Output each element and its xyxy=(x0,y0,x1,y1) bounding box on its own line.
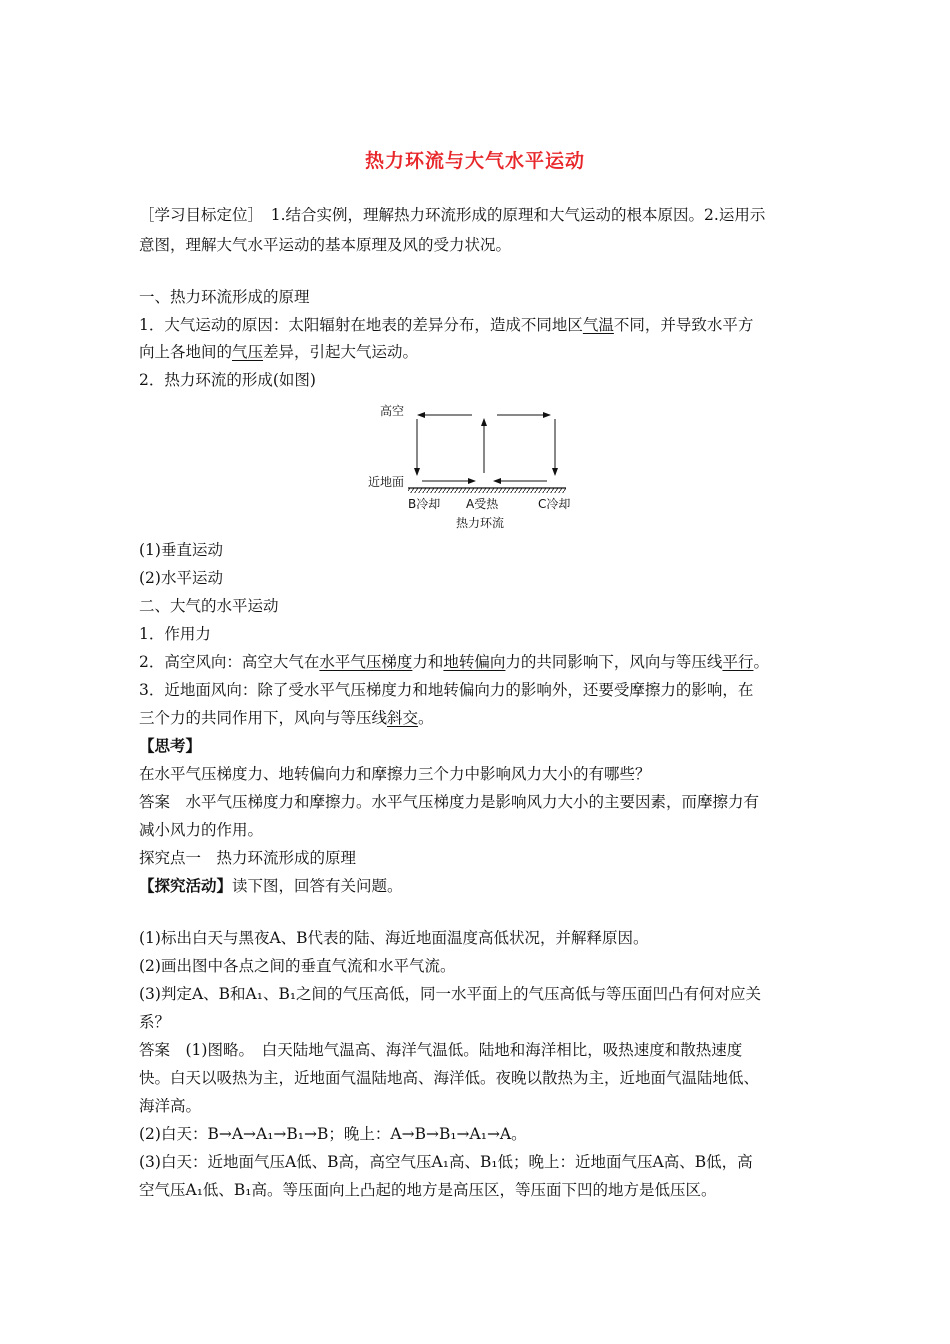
section2-para3-line1: 3．近地面风向：除了受水平气压梯度力和地转偏向力的影响外，还要受摩擦力的影响，在 xyxy=(139,681,754,699)
section1-para2: 2．热力环流的形成(如图) xyxy=(139,371,316,389)
section2-para3-line2: 三个力的共同作用下，风向与等压线斜交。 xyxy=(139,709,434,727)
answer-1-line3: 海洋高。 xyxy=(139,1097,202,1115)
answer-1-line1: 答案 (1)图略。 白天陆地气温高、海洋气温低。陆地和海洋相比，吸热速度和散热速度 xyxy=(139,1041,743,1059)
blank-pressure: 气压 xyxy=(232,343,264,361)
goal-line-1: ［学习目标定位］ 1.结合实例，理解热力环流形成的原理和大气运动的根本原因。2.运用示 xyxy=(139,206,766,224)
section2-heading: 二、大气的水平运动 xyxy=(139,597,279,615)
section2-para2: 2．高空风向：高空大气在水平气压梯度力和地转偏向力的共同影响下，风向与等压线平行。 xyxy=(139,653,769,671)
label-c-cooling: C冷却 xyxy=(538,497,571,511)
explore-activity: 【探究活动】读下图，回答有关问题。 xyxy=(139,877,403,895)
label-near-ground: 近地面 xyxy=(368,475,405,489)
document-title: 热力环流与大气水平运动 xyxy=(364,150,585,172)
answer-1-line2: 快。白天以吸热为主，近地面气温陆地高、海洋低。夜晚以散热为主，近地面气温陆地低、 xyxy=(139,1069,760,1087)
label-a-heated: A受热 xyxy=(466,497,499,511)
diagram-caption: 热力环流 xyxy=(456,516,505,530)
blank-oblique: 斜交 xyxy=(387,709,419,727)
question-3-line2: 系？ xyxy=(139,1013,171,1031)
think-answer-line1: 答案 水平气压梯度力和摩擦力。水平气压梯度力是影响风力大小的主要因素，而摩擦力有 xyxy=(139,793,760,811)
item-horizontal-motion: (2)水平运动 xyxy=(139,569,223,587)
answer-3-line2: 空气压A₁低、B₁高。等压面向上凸起的地方是高压区，等压面下凹的地方是低压区。 xyxy=(139,1181,717,1199)
answer-2: (2)白天：B→A→A₁→B₁→B；晚上：A→B→B₁→A₁→A。 xyxy=(139,1125,527,1143)
ground-hatching xyxy=(408,488,566,493)
label-high-altitude: 高空 xyxy=(380,404,405,418)
section1-para1-line2: 向上各地间的气压差异，引起大气运动。 xyxy=(139,343,419,361)
section1-heading: 一、热力环流形成的原理 xyxy=(139,288,310,306)
item-vertical-motion: (1)垂直运动 xyxy=(139,541,223,559)
think-label: 【思考】 xyxy=(139,737,202,755)
activity-label: 【探究活动】 xyxy=(139,877,233,895)
blank-pressure-gradient: 水平气压梯度 xyxy=(319,653,413,671)
blank-parallel: 平行 xyxy=(722,653,754,671)
blank-coriolis: 地转偏向 xyxy=(443,653,506,671)
question-3-line1: (3)判定A、B和A₁、B₁之间的气压高低，同一水平面上的气压高低与等压面凹凸有何对应关 xyxy=(139,985,762,1003)
thermal-circulation-diagram xyxy=(360,395,590,535)
question-1: (1)标出白天与黑夜A、B代表的陆、海近地面温度高低状况，并解释原因。 xyxy=(139,929,649,947)
blank-temperature: 气温 xyxy=(582,316,614,334)
goal-line-2: 意图，理解大气水平运动的基本原理及风的受力状况。 xyxy=(139,236,512,254)
think-question: 在水平气压梯度力、地转偏向力和摩擦力三个力中影响风力大小的有哪些？ xyxy=(139,765,651,783)
section2-para1: 1．作用力 xyxy=(139,625,211,643)
question-2: (2)画出图中各点之间的垂直气流和水平气流。 xyxy=(139,957,456,975)
section1-para1-line1: 1．大气运动的原因：太阳辐射在地表的差异分布，造成不同地区气温不同，并导致水平方 xyxy=(139,316,754,334)
label-b-cooling: B冷却 xyxy=(408,497,441,511)
think-answer-line2: 减小风力的作用。 xyxy=(139,821,264,839)
answer-3-line1: (3)白天：近地面气压A低、B高，高空气压A₁高、B₁低；晚上：近地面气压A高、B低，高 xyxy=(139,1153,753,1171)
explore-point-heading: 探究点一 热力环流形成的原理 xyxy=(139,849,357,867)
